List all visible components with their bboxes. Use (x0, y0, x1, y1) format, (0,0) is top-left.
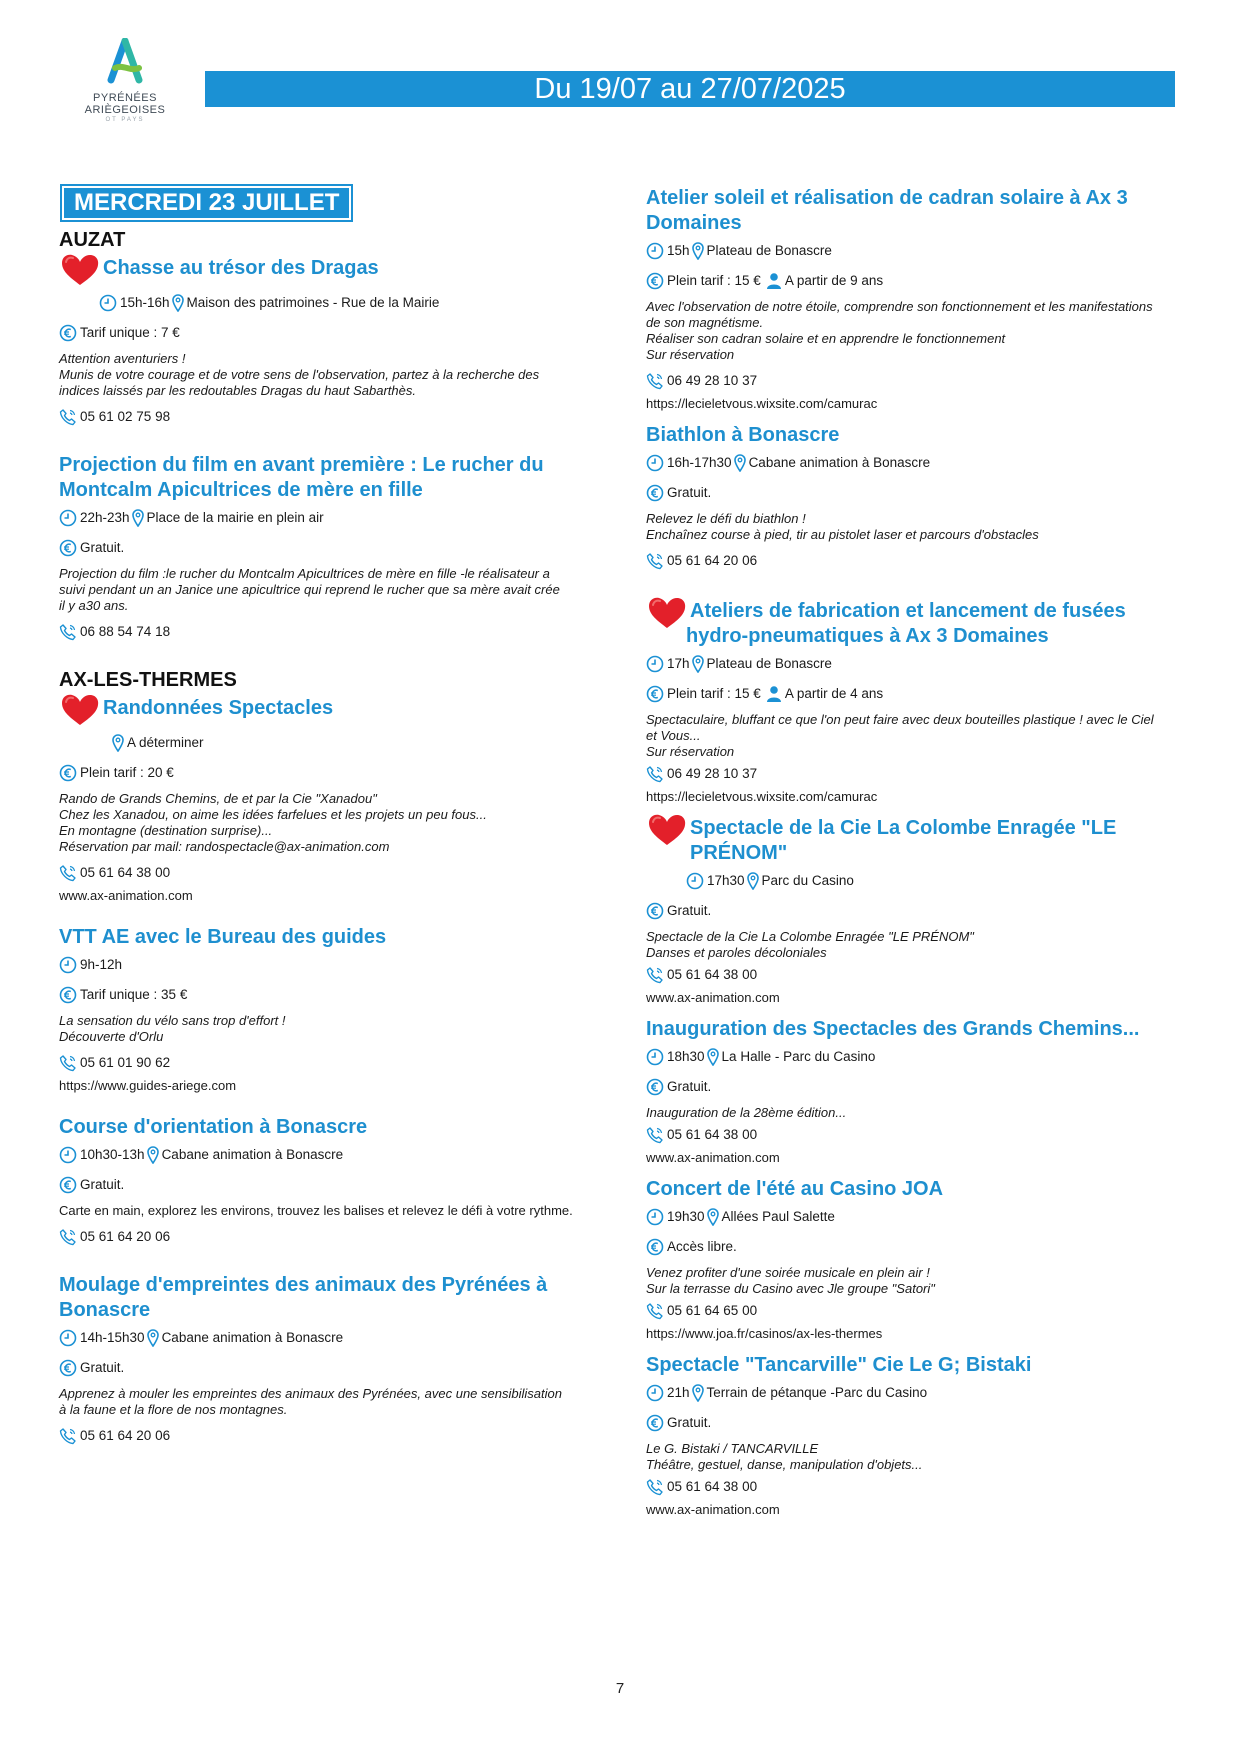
price-text: Plein tarif : 20 € (80, 765, 174, 780)
desc-line: Avec l'observation de notre étoile, comprendre son fonctionnement et les manifestations (646, 299, 1153, 314)
event-meta (646, 654, 1181, 674)
desc-line: Danses et paroles décoloniales (646, 945, 827, 960)
location-pin-icon (112, 734, 124, 752)
euro-icon (646, 685, 664, 703)
desc-line: Relevez le défi du biathlon ! (646, 511, 806, 526)
event-phone (646, 371, 1181, 391)
euro-icon (646, 272, 664, 290)
event-price (59, 323, 599, 343)
logo-mark-icon (103, 38, 147, 90)
price-text: Accès libre. (667, 1239, 737, 1254)
event-moulage (59, 1273, 599, 1446)
event-price (646, 684, 1181, 704)
clock-icon (646, 655, 664, 673)
event-concert (646, 1177, 1181, 1343)
event-meta (646, 453, 1181, 473)
event-meta (59, 733, 599, 753)
desc-line: Rando de Grands Chemins, de et par la Cie "Xanadou" (59, 791, 377, 806)
event-phone (646, 764, 1181, 784)
person-icon (766, 685, 782, 703)
event-place: A déterminer (127, 735, 204, 750)
clock-icon (646, 1384, 664, 1402)
location-pin-icon (692, 242, 704, 260)
location-pin-icon (132, 509, 144, 527)
price-text: Gratuit. (667, 1415, 712, 1430)
event-place: Maison des patrimoines - Rue de la Mairie (186, 295, 440, 310)
event-biathlon (646, 423, 1181, 571)
event-place: Cabane animation à Bonascre (161, 1330, 344, 1345)
phone-number[interactable]: 05 61 64 20 06 (667, 553, 758, 568)
event-description (646, 712, 1181, 760)
euro-icon (59, 539, 77, 557)
desc-line: Le G. Bistaki / TANCARVILLE (646, 1441, 819, 1456)
desc-line: Chez les Xanadou, on aime les idées farfelues et les projets un peu fous... (59, 807, 487, 822)
phone-number[interactable]: 06 49 28 10 37 (667, 766, 758, 781)
desc-line: Enchaînez course à pied, tir au pistolet laser et parcours d'obstacles (646, 527, 1039, 542)
event-price (646, 1077, 1181, 1097)
event-time: 21h (667, 1385, 690, 1400)
clock-icon (646, 454, 664, 472)
price-text: Plein tarif : 15 € (667, 686, 761, 701)
age-text: A partir de 9 ans (784, 273, 884, 288)
event-description (59, 791, 599, 855)
event-url[interactable]: https://lecieletvous.wixsite.com/camurac (646, 396, 878, 411)
desc-line: Sur réservation (646, 744, 735, 759)
event-title: Chasse au trésor des Dragas (103, 257, 379, 279)
event-place: Cabane animation à Bonascre (161, 1147, 344, 1162)
heart-icon (646, 812, 688, 848)
phone-icon (59, 1427, 77, 1445)
town-heading-auzat: AUZAT (59, 229, 126, 251)
location-pin-icon (147, 1329, 159, 1347)
event-title: Randonnées Spectacles (103, 697, 334, 719)
town-heading-ax: AX-LES-THERMES (59, 669, 237, 691)
event-phone (646, 1125, 1181, 1145)
euro-icon (646, 1238, 664, 1256)
phone-number[interactable]: 05 61 02 75 98 (80, 409, 171, 424)
event-meta (59, 1328, 599, 1348)
event-time: 15h (667, 243, 690, 258)
clock-icon (646, 1208, 664, 1226)
event-title: Moulage d'empreintes des animaux des Pyrénées à Bonascre (59, 1274, 548, 1321)
phone-number[interactable]: 05 61 01 90 62 (80, 1055, 171, 1070)
phone-icon (646, 1478, 664, 1496)
logo-text-line2: ARIÈGEOISES (84, 104, 166, 116)
event-place: Allées Paul Salette (721, 1209, 835, 1224)
desc-line: suivi pendant un an Janice une apicultrice qui reprend le rucher que sa mère avait crée (59, 582, 560, 597)
clock-icon (59, 1329, 77, 1347)
event-course (59, 1115, 599, 1247)
event-projection (59, 453, 599, 642)
desc-line: Projection du film :le rucher du Montcalm Apicultrices de mère en fille -le réalisateur a (59, 566, 550, 581)
event-phone (59, 622, 599, 642)
phone-icon (646, 1126, 664, 1144)
event-meta (59, 293, 599, 313)
desc-line: Spectacle de la Cie La Colombe Enragée "LE PRÉNOM" (646, 929, 974, 944)
event-phone (59, 863, 599, 883)
event-phone (59, 1227, 599, 1247)
clock-icon (686, 872, 704, 890)
price-text: Gratuit. (80, 1360, 125, 1375)
euro-icon (646, 1414, 664, 1432)
day-heading: MERCREDI 23 JUILLET (64, 188, 349, 218)
euro-icon (59, 986, 77, 1004)
event-meta (59, 955, 599, 975)
desc-line: il y a30 ans. (59, 598, 129, 613)
event-place: La Halle - Parc du Casino (721, 1049, 876, 1064)
event-price (646, 271, 1181, 291)
age-text: A partir de 4 ans (784, 686, 884, 701)
event-vtt (59, 925, 599, 1095)
phone-icon (646, 372, 664, 390)
location-pin-icon (147, 1146, 159, 1164)
event-meta (646, 241, 1181, 261)
event-phone (646, 551, 1181, 571)
event-price (646, 483, 1181, 503)
desc-line: Théâtre, gestuel, danse, manipulation d'objets... (646, 1457, 923, 1472)
phone-number[interactable]: 05 61 64 38 00 (667, 967, 758, 982)
price-text: Gratuit. (667, 903, 712, 918)
clock-icon (646, 242, 664, 260)
event-description (646, 511, 1181, 543)
event-url[interactable]: www.ax-animation.com (646, 1502, 780, 1517)
logo-text-line3: OT PAYS (105, 117, 145, 123)
desc-line: indices laissés par les redoutables Dragas du haut Sabarthès. (59, 383, 416, 398)
phone-number[interactable]: 06 49 28 10 37 (667, 373, 758, 388)
event-time: 14h-15h30 (80, 1330, 145, 1345)
event-title (686, 595, 1126, 649)
event-chasse (59, 252, 599, 427)
event-price (59, 763, 599, 783)
desc-line: de son magnétisme. (646, 315, 764, 330)
logo (70, 38, 180, 138)
clock-icon (59, 509, 77, 527)
event-url[interactable]: www.ax-animation.com (59, 888, 193, 903)
event-meta (646, 871, 1181, 891)
event-url[interactable]: https://lecieletvous.wixsite.com/camurac (646, 789, 878, 804)
clock-icon (59, 956, 77, 974)
event-description (59, 566, 599, 614)
event-place: Parc du Casino (761, 873, 854, 888)
desc-line: Carte en main, explorez les environs, trouvez les balises et relevez le défi à votre rythme. (59, 1203, 573, 1218)
event-title: Inauguration des Spectacles des Grands Chemins... (646, 1018, 1140, 1040)
desc-line: Réservation par mail: randospectacle@ax-animation.com (59, 839, 390, 854)
event-time: 18h30 (667, 1049, 705, 1064)
desc-line: En montagne (destination surprise)... (59, 823, 273, 838)
phone-icon (646, 966, 664, 984)
desc-line: Venez profiter d'une soirée musicale en plein air ! (646, 1265, 930, 1280)
left-column (59, 188, 599, 1466)
phone-icon (59, 864, 77, 882)
phone-number[interactable]: 05 61 64 38 00 (80, 865, 171, 880)
desc-line: La sensation du vélo sans trop d'effort ! (59, 1013, 286, 1028)
event-time: 10h30-13h (80, 1147, 145, 1162)
clock-icon (646, 1048, 664, 1066)
desc-line: Apprenez à mouler les empreintes des animaux des Pyrénées, avec une sensibilisation (59, 1386, 562, 1401)
location-pin-icon (747, 872, 759, 890)
phone-icon (59, 623, 77, 641)
euro-icon (59, 1359, 77, 1377)
event-title: Projection du film en avant première : Le rucher du Montcalm Apicultrices de mère en fille (59, 454, 544, 501)
event-title: Concert de l'été au Casino JOA (646, 1178, 944, 1200)
event-price (59, 1358, 599, 1378)
euro-icon (59, 764, 77, 782)
event-url[interactable]: www.ax-animation.com (646, 1150, 780, 1165)
phone-number[interactable]: 05 61 64 38 00 (667, 1127, 758, 1142)
desc-line: Munis de votre courage et de votre sens de l'observation, partez à la recherche des (59, 367, 540, 382)
event-meta (59, 508, 599, 528)
event-phone (59, 1053, 599, 1073)
event-description (59, 1013, 599, 1045)
page-number: 7 (615, 1680, 625, 1697)
event-meta (646, 1047, 1181, 1067)
event-time: 16h-17h30 (667, 455, 732, 470)
event-meta (646, 1383, 1181, 1403)
event-price (59, 1175, 599, 1195)
logo-text-line1: PYRÉNÉES (93, 92, 157, 104)
event-title: Course d'orientation à Bonascre (59, 1116, 368, 1138)
event-prenom (646, 812, 1181, 1007)
euro-icon (59, 1176, 77, 1194)
desc-line: Sur réservation (646, 347, 735, 362)
title-line: Ateliers de fabrication et lancement de fusées (690, 600, 1126, 622)
desc-line: Réaliser son cadran solaire et en apprendre le fonctionnement (646, 331, 1006, 346)
event-url[interactable]: https://www.joa.fr/casinos/ax-les-thermes (646, 1326, 883, 1341)
event-url[interactable]: www.ax-animation.com (646, 990, 780, 1005)
event-description (646, 1265, 1181, 1297)
price-text: Plein tarif : 15 € (667, 273, 761, 288)
event-time: 15h-16h (120, 295, 170, 310)
desc-line: Découverte d'Orlu (59, 1029, 164, 1044)
event-title: Atelier soleil et réalisation de cadran solaire à Ax 3 Domaines (646, 187, 1128, 234)
price-text: Tarif unique : 7 € (80, 325, 180, 340)
phone-number[interactable]: 06 88 54 74 18 (80, 624, 171, 639)
euro-icon (646, 1078, 664, 1096)
location-pin-icon (734, 454, 746, 472)
event-time: 17h30 (707, 873, 745, 888)
event-time: 17h (667, 656, 690, 671)
clock-icon (99, 294, 117, 312)
event-phone (646, 965, 1181, 985)
event-meta (59, 1145, 599, 1165)
event-place: Cabane animation à Bonascre (748, 455, 931, 470)
right-column (646, 186, 1181, 1539)
event-title: Spectacle "Tancarville" Cie Le G; Bistaki (646, 1354, 1032, 1376)
phone-icon (646, 1302, 664, 1320)
event-time: 9h-12h (80, 957, 123, 972)
phone-number[interactable]: 05 61 64 38 00 (667, 1479, 758, 1494)
price-text: Gratuit. (667, 1079, 712, 1094)
event-price (646, 1237, 1181, 1257)
event-url[interactable]: https://www.guides-ariege.com (59, 1078, 237, 1093)
desc-line: Attention aventuriers ! (59, 351, 186, 366)
price-text: Gratuit. (80, 1177, 125, 1192)
phone-number[interactable]: 05 61 64 20 06 (80, 1428, 171, 1443)
event-meta (646, 1207, 1181, 1227)
event-place: Place de la mairie en plein air (146, 510, 324, 525)
euro-icon (59, 324, 77, 342)
event-description (646, 929, 1181, 961)
location-pin-icon (707, 1208, 719, 1226)
euro-icon (646, 902, 664, 920)
event-price (646, 901, 1181, 921)
event-description (59, 351, 599, 399)
phone-icon (59, 408, 77, 426)
price-text: Tarif unique : 35 € (80, 987, 188, 1002)
event-title: VTT AE avec le Bureau des guides (59, 926, 387, 948)
desc-line: à la faune et la flore de nos montagnes. (59, 1402, 288, 1417)
location-pin-icon (692, 655, 704, 673)
event-title: Spectacle de la Cie La Colombe Enragée "LE PRÉNOM" (690, 817, 1117, 864)
event-description (59, 1203, 599, 1219)
phone-icon (59, 1228, 77, 1246)
location-pin-icon (692, 1384, 704, 1402)
event-phone (59, 407, 599, 427)
event-time: 22h-23h (80, 510, 130, 525)
phone-number[interactable]: 05 61 64 65 00 (667, 1303, 758, 1318)
event-rando (59, 692, 599, 905)
event-time: 19h30 (667, 1209, 705, 1224)
date-range-banner: Du 19/07 au 27/07/2025 (205, 71, 1175, 107)
desc-line: Inauguration de la 28ème édition... (646, 1105, 847, 1120)
phone-number[interactable]: 05 61 64 20 06 (80, 1229, 171, 1244)
event-inauguration (646, 1017, 1181, 1167)
heart-icon (59, 252, 101, 288)
event-description (646, 299, 1181, 363)
event-price (646, 1413, 1181, 1433)
clock-icon (59, 1146, 77, 1164)
desc-line: Spectaculaire, bluffant ce que l'on peut faire avec deux bouteilles plastique ! avec le Ciel (646, 712, 1154, 727)
event-description (646, 1105, 1181, 1121)
location-pin-icon (707, 1048, 719, 1066)
title-line: hydro-pneumatiques à Ax 3 Domaines (686, 625, 1049, 647)
event-price (59, 538, 599, 558)
heart-icon (59, 692, 101, 728)
location-pin-icon (172, 294, 184, 312)
euro-icon (646, 484, 664, 502)
event-place: Plateau de Bonascre (706, 243, 832, 258)
event-description (59, 1386, 599, 1418)
event-phone (646, 1477, 1181, 1497)
event-place: Plateau de Bonascre (706, 656, 832, 671)
event-place: Terrain de pétanque -Parc du Casino (706, 1385, 928, 1400)
heart-icon (646, 595, 688, 631)
event-tancarville (646, 1353, 1181, 1519)
event-title: Biathlon à Bonascre (646, 424, 840, 446)
phone-icon (59, 1054, 77, 1072)
person-icon (766, 272, 782, 290)
price-text: Gratuit. (80, 540, 125, 555)
event-fusees (646, 595, 1181, 806)
event-phone (646, 1301, 1181, 1321)
phone-icon (646, 552, 664, 570)
event-price (59, 985, 599, 1005)
event-atelier (646, 186, 1181, 413)
desc-line: Sur la terrasse du Casino avec Jle groupe "Satori" (646, 1281, 935, 1296)
event-description (646, 1441, 1181, 1473)
phone-icon (646, 765, 664, 783)
desc-line: et Vous... (646, 728, 701, 743)
price-text: Gratuit. (667, 485, 712, 500)
event-phone (59, 1426, 599, 1446)
